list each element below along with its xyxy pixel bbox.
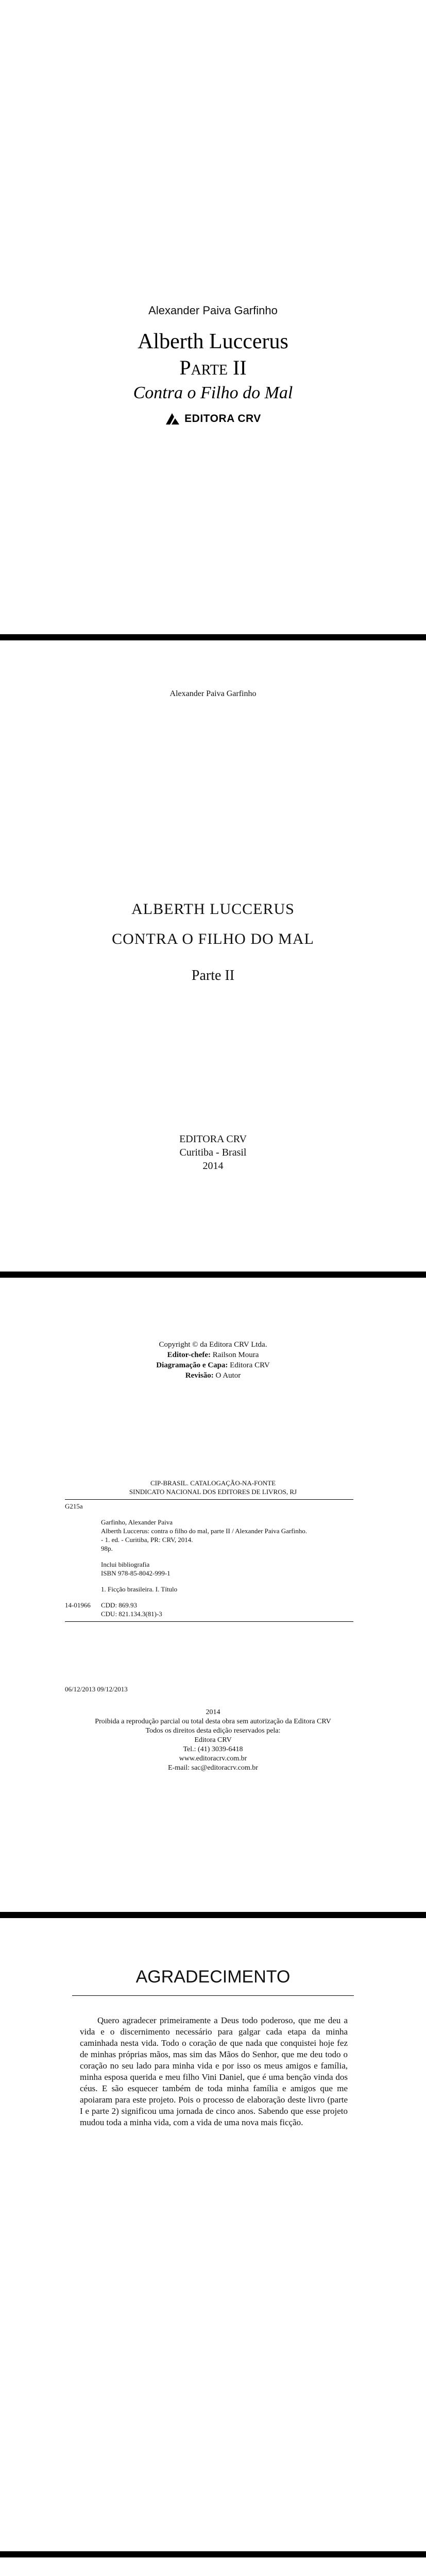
cip-row <box>65 1601 353 1609</box>
acknowledgement-heading: AGRADECIMENTO <box>135 1967 291 1987</box>
cover-part: Parte II <box>179 356 247 379</box>
title-page <box>0 640 426 1272</box>
copyright-notice <box>0 1708 426 1773</box>
imprint-city: Curitiba - Brasil <box>179 1147 247 1158</box>
heading-rule <box>72 1995 354 1996</box>
title-page-imprint <box>0 1132 426 1173</box>
acknowledgement-page <box>0 1918 426 2551</box>
cip-heading-line: SINDICATO NACIONAL DOS EDITORES DE LIVROS, RJ <box>129 1488 297 1496</box>
cip-record <box>65 1499 353 1622</box>
cip-number-text: CDD: 869.93 <box>101 1601 138 1609</box>
notice-line: Proibida a reprodução parcial ou total desta obra sem autorização da Editora CRV <box>95 1718 331 1725</box>
cip-text <box>101 1502 353 1511</box>
cover-author: Alexander Paiva Garfinho <box>148 304 278 317</box>
epigraph-page <box>0 2557 426 2576</box>
publisher-logo <box>0 412 426 426</box>
cip-entry: - 1. ed. - Curitiba, PR: CRV, 2014. <box>101 1536 193 1544</box>
cip-number-code: 14-01966 <box>65 1601 91 1609</box>
title-page-part: Parte II <box>191 968 235 984</box>
review-credit <box>0 1370 426 1381</box>
cover-title: Alberth Luccerus <box>138 330 288 353</box>
cip-entry: 98p. <box>101 1545 113 1552</box>
page-separator <box>0 1272 426 1278</box>
cip-dates: 06/12/2013 09/12/2013 <box>65 1685 128 1693</box>
publisher-logo-text: EDITORA CRV <box>184 413 261 425</box>
layout-credit <box>0 1360 426 1370</box>
cip-code: G215a <box>65 1502 83 1510</box>
copyright-page <box>0 1278 426 1912</box>
editor-label: Editor-chefe: <box>167 1351 211 1359</box>
cip-number-text: CDU: 821.134.3(81)-3 <box>101 1610 162 1618</box>
cip-subjects: 1. Ficção brasileira. I. Título <box>101 1585 178 1593</box>
title-page-title: ALBERTH LUCCERUS <box>131 901 295 918</box>
paragraph: Quero agradecer primeiramente a Deus todo poderoso, que me deu a vida e o discernimento necessário para galgar cada etapa da minha caminhada nesta vida. Todo o coração de que nada que conquistei hoje fez de minhas próprias mãos, mas sim das Mãos do Senhor, que me deu todo o coração no seu lado para minha vida e por isso os meus amigos e família, minha esposa querida e meu filho Vini Daniel, que é uma benção vinda dos céus. E são esquecer também de toda minha família e amigos que me apoiaram para este projeto. Pois o processo de elaboração deste livro (parte I e parte 2) significou uma jornada de cinco anos. Sabendo que esse projeto mudou toda a minha vida, com a vida de uma nova mais ficção. <box>80 2015 348 2127</box>
title-page-author: Alexander Paiva Garfinho <box>169 689 257 698</box>
review-value: O Autor <box>215 1371 241 1380</box>
notice-line: Editora CRV <box>194 1736 232 1744</box>
notice-line: www.editoracrv.com.br <box>179 1755 247 1762</box>
copyright-line: Copyright © da Editora CRV Ltda. <box>159 1341 267 1349</box>
cip-row <box>65 1609 353 1618</box>
cip-biblio: Inclui bibliografia <box>101 1561 150 1568</box>
layout-label: Diagramação e Capa: <box>156 1361 228 1369</box>
cip-heading-line: CIP-BRASIL. CATALOGAÇÃO-NA-FONTE <box>150 1479 276 1487</box>
notice-line: E-mail: sac@editoracrv.com.br <box>168 1764 258 1772</box>
review-label: Revisão: <box>185 1371 214 1380</box>
cip-heading <box>0 1479 426 1496</box>
cover-subtitle: Contra o Filho do Mal <box>133 383 293 402</box>
cip-entry: Alberth Luccerus: contra o filho do mal, parte II / Alexander Paiva Garfinho. <box>101 1527 307 1535</box>
imprint-publisher: EDITORA CRV <box>179 1133 247 1145</box>
title-page-subtitle: CONTRA O FILHO DO MAL <box>112 930 314 947</box>
editor-value: Railson Moura <box>212 1351 259 1359</box>
cip-row <box>65 1518 353 1594</box>
cover-page <box>0 0 426 634</box>
notice-line: Todos os direitos desta edição reservados pela: <box>145 1727 281 1735</box>
layout-value: Editora CRV <box>230 1361 270 1369</box>
acknowledgement-body <box>80 2015 348 2128</box>
imprint-year: 2014 <box>202 1160 224 1172</box>
publisher-logo-icon <box>165 412 180 426</box>
cip-row <box>65 1502 353 1511</box>
editor-credit <box>0 1350 426 1360</box>
cip-number-code <box>65 1609 101 1618</box>
cip-entries <box>101 1518 353 1594</box>
notice-line: 2014 <box>206 1708 220 1716</box>
page-separator <box>0 2551 426 2557</box>
page-separator <box>0 1912 426 1918</box>
notice-line: Tel.: (41) 3039-6418 <box>183 1745 243 1753</box>
page-separator <box>0 634 426 640</box>
copyright-credits <box>0 1340 426 1381</box>
cip-biblio: ISBN 978-85-8042-999-1 <box>101 1569 171 1577</box>
cip-entry: Garfinho, Alexander Paiva <box>101 1518 173 1526</box>
